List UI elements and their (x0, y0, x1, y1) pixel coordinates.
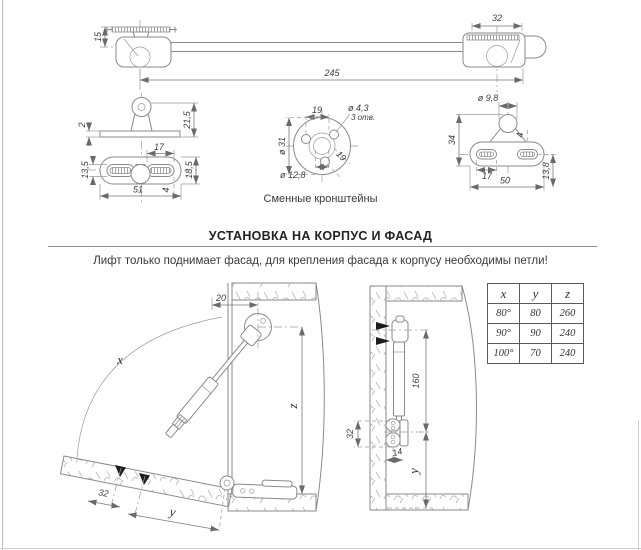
bracket-side-boss (132, 98, 151, 117)
dim-round-19-diag: 19 (334, 148, 349, 163)
cabinet-top-panel-closed (386, 286, 462, 301)
table-header-x: x (488, 284, 520, 304)
dim-t-4: 4 (515, 132, 525, 138)
section-title: УСТАНОВКА НА КОРПУС И ФАСАД (208, 229, 433, 243)
dim-bracket-4: 4 (161, 187, 171, 193)
table-row (488, 304, 584, 324)
round-plate (294, 118, 351, 175)
dim-round-19-top: 19 (311, 105, 323, 115)
cabinet-top-panel (232, 283, 316, 300)
hinge-cup (220, 476, 234, 490)
table-header-z: z (552, 284, 584, 304)
table-row (488, 344, 584, 364)
dim-strut-15: 15 (93, 31, 103, 43)
table-header-row (488, 284, 584, 304)
table-cell: 90 (520, 324, 552, 344)
dim-strut-245: 245 (324, 68, 340, 78)
bracket-side-top-view (77, 93, 200, 203)
dim-bracket-2: 2 (77, 122, 87, 128)
dim-bracket-51: 51 (132, 184, 144, 195)
table-cell: 90° (488, 324, 520, 344)
installation-closed-view (345, 286, 476, 510)
installation-open-view (61, 283, 325, 531)
dim-open-20: 20 (215, 293, 227, 303)
dim-bracket-18-5: 18,5 (184, 161, 194, 179)
strut-shaft (171, 43, 463, 52)
strut-cylinder-closed (394, 342, 405, 416)
dim-open-32: 32 (97, 487, 110, 499)
dim-closed-160: 160 (411, 373, 421, 389)
label-open-z: z (285, 403, 300, 409)
bracket-round-view (277, 103, 375, 184)
t-plate-boss (499, 115, 517, 133)
strut-left-body (116, 37, 171, 67)
dim-closed-32: 32 (345, 428, 355, 440)
dim-strut-32: 32 (491, 13, 503, 23)
dim-bracket-17: 17 (153, 142, 165, 152)
table-cell: 240 (552, 344, 584, 364)
table-cell: 80 (520, 304, 552, 324)
table-cell: 260 (552, 304, 584, 324)
dim-round-12-8: ø 12,8 (280, 170, 306, 180)
facade-board-closed (370, 286, 386, 510)
installation-note: Лифт только поднимает фасад, для крепления фасада к корпусу необходимы петли! (93, 255, 548, 267)
angle-dimension-table (487, 283, 584, 364)
gas-strut-side-view (93, 13, 548, 92)
dim-round-hole: ø 4,3 (348, 103, 369, 113)
strut-left-mount-bar (112, 27, 170, 32)
dim-round-holes-note: 3 отв. (351, 113, 376, 122)
table-cell: 240 (552, 324, 584, 344)
strut-top-fitting-closed (392, 320, 408, 342)
dim-t-9-8: ø 9,8 (477, 93, 499, 103)
dim-t-50: 50 (499, 175, 511, 186)
bracket-side-plate (100, 131, 180, 137)
cabinet-bottom-panel-closed (386, 494, 468, 510)
title-underline (48, 246, 597, 247)
bracket-t-view (447, 93, 557, 191)
label-open-x: x (117, 352, 123, 367)
dim-t-13-8: 13,8 (541, 162, 551, 180)
table-row (488, 324, 584, 344)
label-open-y: y (168, 503, 177, 520)
dim-bracket-21-5: 21,5 (182, 111, 192, 129)
table-cell: 100° (488, 344, 520, 364)
table-cell: 80° (488, 304, 520, 324)
dim-t-34: 34 (447, 134, 457, 146)
dim-bracket-13-5: 13,5 (80, 161, 90, 179)
table-header-y: y (520, 284, 552, 304)
dim-closed-14: 14 (391, 446, 404, 459)
brackets-caption: Сменные кронштейны (263, 193, 378, 205)
label-closed-y: y (406, 468, 421, 474)
dim-round-31: ø 31 (277, 136, 287, 156)
dim-t-17: 17 (481, 171, 493, 181)
cabinet-break-line-closed (462, 286, 476, 510)
table-cell: 70 (520, 344, 552, 364)
cabinet-break-line (316, 283, 324, 511)
